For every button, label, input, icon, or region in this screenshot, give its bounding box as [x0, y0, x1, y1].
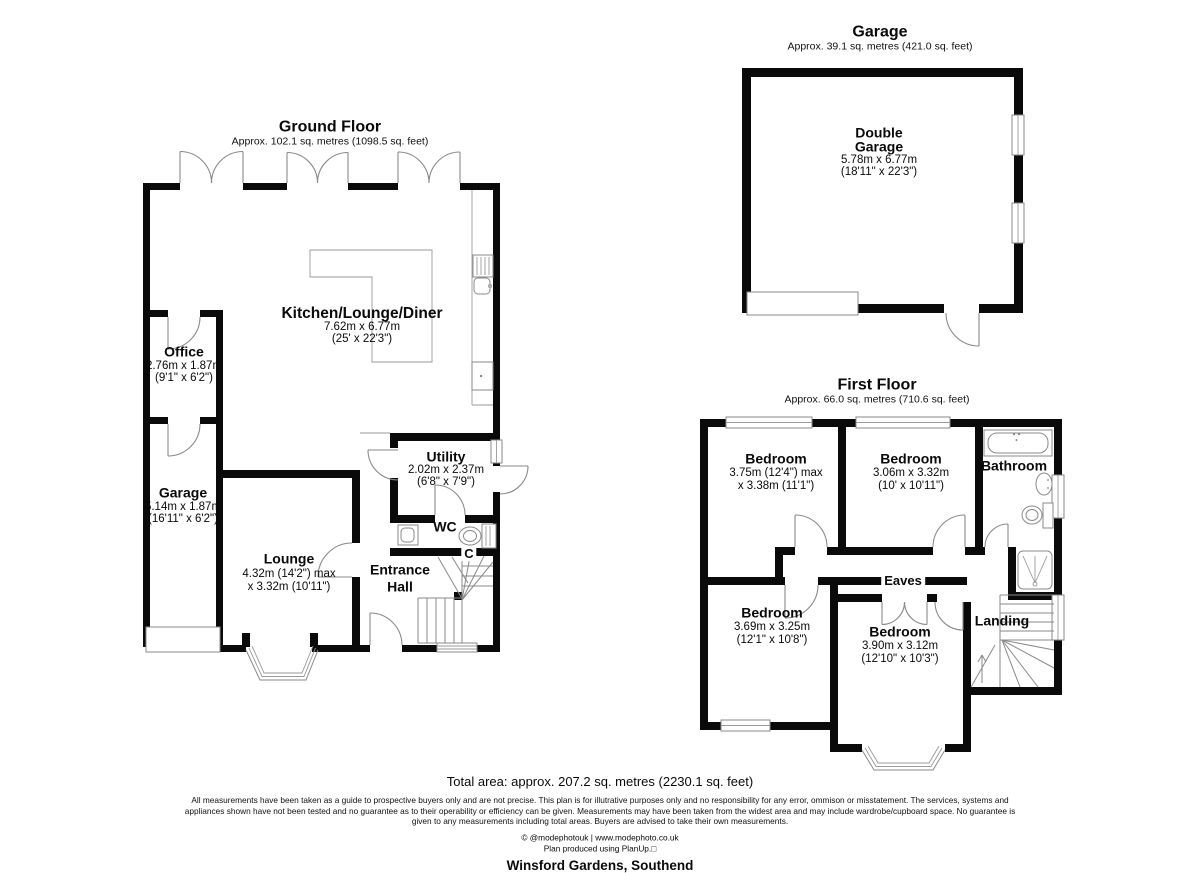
understairs-line [971, 645, 995, 687]
room-dims-double-garage-2: (18'11" x 22'3") [840, 165, 918, 178]
room-label-bedroom4: Bedroom [869, 623, 931, 640]
wc-sink [398, 525, 418, 545]
credit-text: © @modephotouk | www.modephoto.co.uk [521, 832, 679, 843]
garage-window [1012, 203, 1024, 243]
shower [1018, 551, 1052, 589]
produced-text: Plan produced using PlanUp.□ [543, 843, 657, 854]
disclaimer-text: All measurements have been taken as a guide to prospective buyers only and are not precise. This plan is for illutrative purposes only and no responsibility for any error, ommison or misstatement. The services, systems and appliances shown have not been tested and no guarantee as to their operability or efficiency can be given. Measurements may have been taken from the widest area and may include wardrobe/cupboard space. No guarantee is given to any measurements including total areas. Buyers are advised to take their own measurements. [184, 795, 1016, 827]
room-label-office: Office [164, 343, 204, 360]
room-dims-bedroom1-2: x 3.38m (11'1") [737, 479, 815, 492]
garage-internal-door [168, 424, 200, 456]
room-label-kitchen: Kitchen/Lounge/Diner [281, 304, 443, 322]
kitchen-appliance [472, 362, 493, 390]
room-dims-utility-1: 2.02m x 2.37m [407, 463, 485, 476]
room-dims-bedroom4-2: (12'10" x 10'3") [861, 652, 939, 665]
room-dims-office-1: 2.76m x 1.87m [145, 359, 223, 372]
room-dims-lounge-1: 4.32m (14'2") max [242, 567, 336, 580]
room-dims-bedroom4-1: 3.90m x 3.12m [861, 639, 939, 652]
bedroom2-door [933, 515, 965, 547]
staircase-first-floor [971, 595, 1054, 687]
ground-floor-plan [143, 152, 528, 681]
room-dims-bedroom2-2: (10' x 10'11") [878, 479, 944, 492]
room-dims-office-2: (9'1" x 6'2") [155, 371, 213, 384]
room-label-garage: Garage [158, 484, 208, 501]
room-label-landing: Landing [974, 612, 1030, 629]
bedroom1-door [795, 515, 827, 547]
room-label-utility: Utility [426, 448, 466, 465]
garage-plan [742, 68, 1024, 346]
room-label-hall: Hall [387, 578, 413, 595]
room-label-lounge: Lounge [263, 550, 315, 567]
room-dims-bedroom3-1: 3.69m x 3.25m [733, 620, 811, 633]
front-door [370, 613, 402, 645]
room-label-bedroom3: Bedroom [741, 604, 803, 621]
room-dims-garage-1: 5.14m x 1.87m [144, 500, 222, 513]
wc-toilet [459, 524, 496, 548]
bathroom-toilet [1022, 503, 1053, 528]
lounge-bay-window [246, 646, 318, 680]
room-label-cupboard: C [461, 547, 476, 561]
landing-window [1052, 595, 1064, 640]
property-name: Winsford Gardens, Southend [506, 857, 694, 873]
ground-floor-title: Ground Floor [278, 118, 382, 136]
room-dims-garage-2: (16'11" x 6'2") [148, 512, 218, 525]
room-dims-utility-2: (6'8" x 7'9") [417, 475, 475, 488]
bedroom1-window [726, 417, 812, 428]
bedroom3-window [721, 720, 770, 731]
wc-door [435, 485, 465, 515]
bedroom2-window [856, 417, 950, 428]
garage-window [1012, 115, 1024, 155]
garage-title: Garage [852, 23, 908, 41]
room-label-eaves: Eaves [881, 574, 925, 588]
understairs-cupboard-line [438, 557, 461, 597]
room-dims-double-garage-1: 5.78m x 6.77m [840, 153, 918, 166]
garage-side-door [946, 313, 979, 346]
bathroom-sink [1036, 473, 1052, 495]
room-dims-kitchen-2: (25' x 22'3") [331, 332, 393, 345]
room-label-double-garage-2: Garage [854, 138, 904, 155]
total-area-text: Total area: approx. 207.2 sq. metres (2230.1 sq. feet) [446, 774, 754, 790]
utility-door [368, 450, 398, 480]
room-label-bathroom: Bathroom [980, 457, 1048, 474]
back-door [500, 466, 528, 494]
ground-floor-subtitle: Approx. 102.1 sq. metres (1098.5 sq. feet) [231, 135, 429, 148]
kitchen-sink [473, 255, 493, 294]
french-doors [180, 152, 460, 184]
room-dims-bedroom1-1: 3.75m (12'4") max [729, 466, 823, 479]
room-dims-lounge-2: x 3.32m (10'11") [247, 580, 331, 593]
entrance-window [437, 643, 477, 652]
garage-subtitle: Approx. 39.1 sq. metres (421.0 sq. feet) [787, 40, 973, 53]
first-floor-title: First Floor [837, 376, 917, 394]
room-dims-bedroom3-2: (12'1" x 10'8") [736, 633, 808, 646]
room-dims-kitchen-1: 7.62m x 6.77m [323, 320, 401, 333]
room-dims-bedroom2-1: 3.06m x 3.32m [872, 466, 950, 479]
garage-door [146, 627, 220, 652]
room-label-bedroom1: Bedroom [745, 450, 807, 467]
room-label-double-garage-1: Double [855, 124, 903, 141]
garage-vehicle-door [747, 292, 858, 315]
bedroom4-door [935, 602, 963, 630]
room-label-wc: WC [433, 518, 457, 535]
bathtub [984, 430, 1052, 456]
first-floor-subtitle: Approx. 66.0 sq. metres (710.6 sq. feet) [784, 393, 970, 406]
room-label-bedroom2: Bedroom [880, 450, 942, 467]
bathroom-door [985, 524, 1008, 547]
utility-window [491, 440, 502, 463]
bedroom4-bay-window [862, 746, 945, 770]
bathroom-window [1052, 475, 1064, 518]
room-label-entrance: Entrance [370, 561, 430, 578]
eaves-doors [882, 602, 927, 625]
